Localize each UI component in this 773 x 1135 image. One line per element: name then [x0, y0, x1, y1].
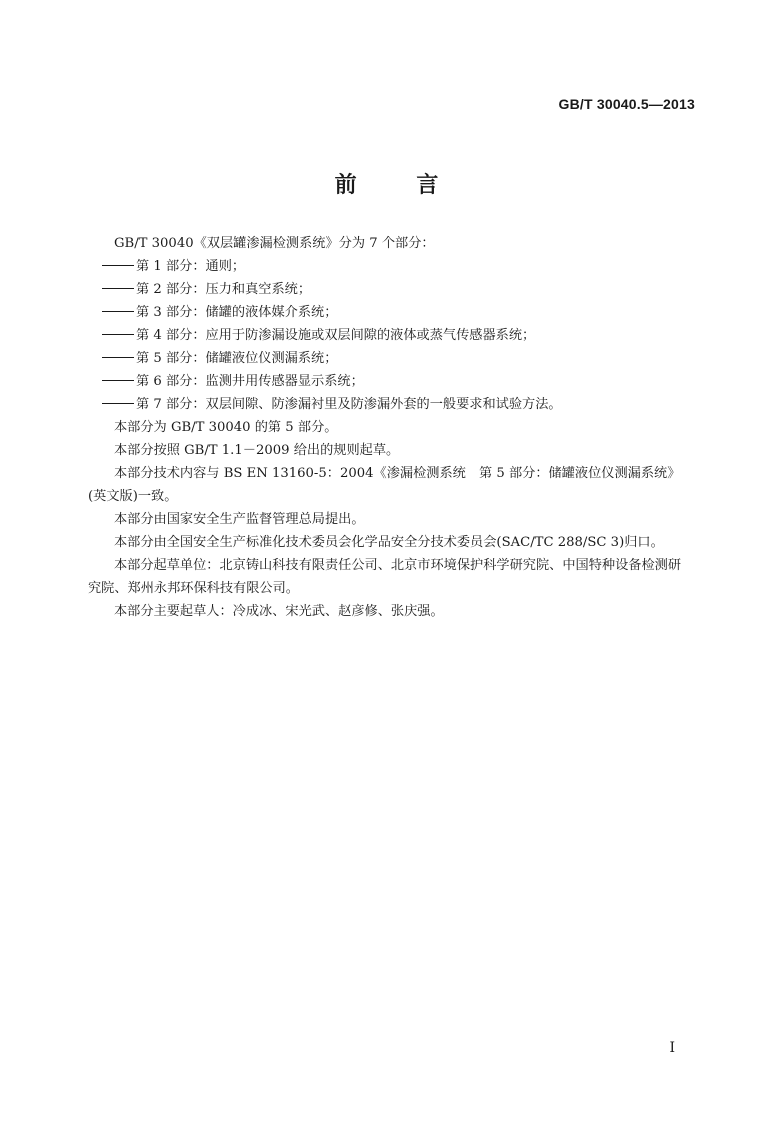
- body-paragraph: 本部分由全国安全生产标准化技术委员会化学品安全分技术委员会(SAC/TC 288/SC 3)归口。: [114, 535, 664, 550]
- standard-number: GB/T 30040.5—2013: [558, 96, 695, 112]
- intro-paragraph: GB/T 30040《双层罐渗漏检测系统》分为 7 个部分：: [114, 236, 435, 251]
- list-item: [88, 370, 692, 393]
- dash-mark: [102, 288, 134, 289]
- page-number: I: [669, 1040, 675, 1056]
- list-item-text: 第 7 部分：双层间隙、防渗漏衬里及防渗漏外套的一般要求和试验方法。: [136, 397, 562, 412]
- list-item: [88, 255, 692, 278]
- dash-mark: [102, 334, 134, 335]
- dash-mark: [102, 403, 134, 404]
- list-item-text: 第 4 部分：应用于防渗漏设施或双层间隙的液体或蒸气传感器系统；: [136, 328, 536, 343]
- body-paragraph: 本部分按照 GB/T 1.1－2009 给出的规则起草。: [114, 443, 400, 458]
- body-paragraph: 本部分为 GB/T 30040 的第 5 部分。: [114, 420, 338, 435]
- body-paragraph: 本部分技术内容与 BS EN 13160-5：2004《渗漏检测系统 第 5 部分：储罐液位仪测漏系统》(英文版)一致。: [88, 466, 681, 504]
- list-item-text: 第 1 部分：通则；: [136, 259, 246, 274]
- dash-mark: [102, 357, 134, 358]
- dash-mark: [102, 265, 134, 266]
- body-paragraph: 本部分起草单位：北京铸山科技有限责任公司、北京市环境保护科学研究院、中国特种设备检测研究院、郑州永邦环保科技有限公司。: [88, 558, 682, 596]
- list-item: [88, 301, 692, 324]
- list-item: [88, 347, 692, 370]
- body-paragraph: 本部分由国家安全生产监督管理总局提出。: [114, 512, 365, 527]
- list-item: [88, 278, 692, 301]
- dash-mark: [102, 311, 134, 312]
- foreword-body: [88, 232, 692, 623]
- list-item-text: 第 6 部分：监测井用传感器显示系统；: [136, 374, 364, 389]
- page-title: 前 言: [334, 173, 465, 198]
- dash-mark: [102, 380, 134, 381]
- body-paragraph: 本部分主要起草人：冷成冰、宋光武、赵彦修、张庆强。: [114, 604, 444, 619]
- list-item-text: 第 5 部分：储罐液位仪测漏系统；: [136, 351, 338, 366]
- list-item-text: 第 3 部分：储罐的液体媒介系统；: [136, 305, 338, 320]
- list-item: [88, 393, 692, 416]
- list-item-text: 第 2 部分：压力和真空系统；: [136, 282, 312, 297]
- list-item: [88, 324, 692, 347]
